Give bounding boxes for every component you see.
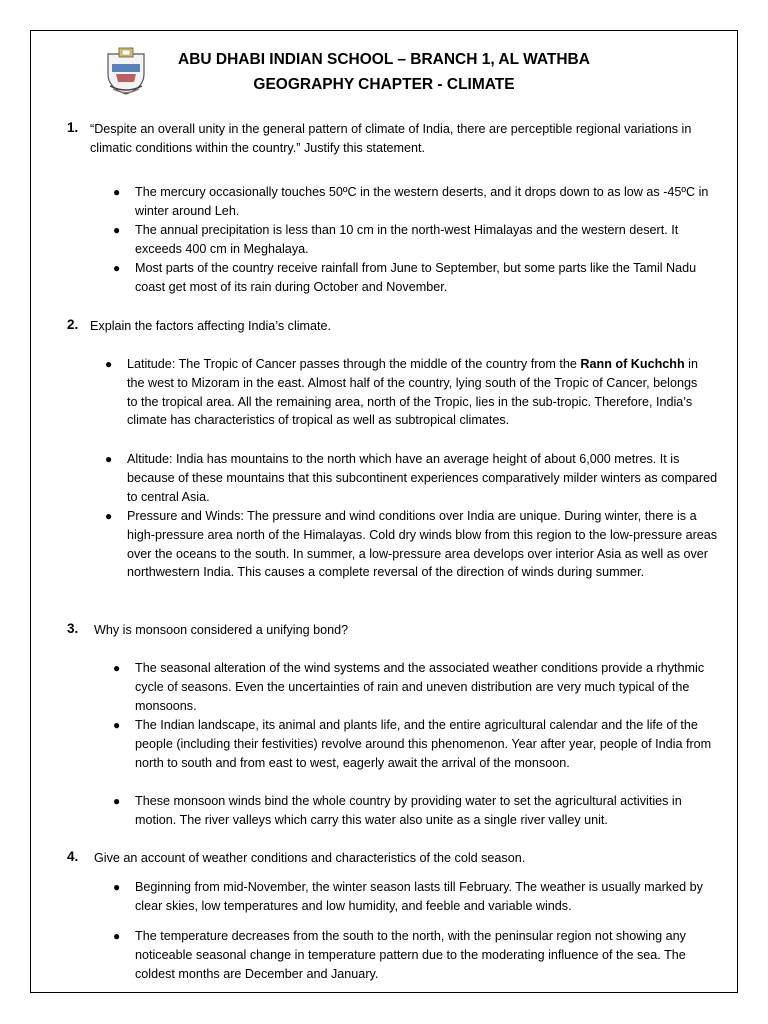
highlight-text: Rann of Kuchchh xyxy=(580,357,685,371)
bullet-icon: ● xyxy=(105,452,113,466)
answer-bullet: The mercury occasionally touches 50ºC in the western deserts, and it drops down to as low as -45ºC in winter around Leh. xyxy=(135,185,709,218)
answer-bullet: Most parts of the country receive rainfall from June to September, but some parts like the Tamil Nadu coast get most of its rain during October and November. xyxy=(135,261,697,294)
question-text: Why is monsoon considered a unifying bond? xyxy=(94,623,349,637)
answer-bullet xyxy=(127,355,707,430)
answer-bullet: The Indian landscape, its animal and plants life, and the entire agricultural calendar and the life of the people (including their festivities) revolve around this phenomenon. Year after year, people of India from north to south and from east to west, eagerly await the arrival of the monsoon. xyxy=(135,718,712,770)
answer-bullet: The seasonal alteration of the wind systems and the associated weather conditions provide a rhythmic cycle of seasons. Even the uncertainties of rain and uneven distribution are very much typical of the monsoons. xyxy=(135,661,705,713)
question-number: 1. xyxy=(67,120,79,135)
question-number: 4. xyxy=(67,849,79,864)
answer-bullet: Pressure and Winds: The pressure and wind conditions over India are unique. During winter, there is a high-pressure area north of the Himalayas. Cold dry winds blow from this region to the low-pressure areas over the oceans to the south. In summer, a low-pressure area develops over interior Asia as well as over northwestern India. This causes a complete reversal of the direction of winds during summer. xyxy=(127,509,718,580)
school-crest-logo xyxy=(104,46,148,96)
bullet-icon: ● xyxy=(113,929,121,943)
question-number: 3. xyxy=(67,621,79,636)
bullet-icon: ● xyxy=(113,794,121,808)
bullet-text: Latitude: The Tropic of Cancer passes through the middle of the country from the xyxy=(127,357,581,371)
question-text: Explain the factors affecting India’s climate. xyxy=(90,319,332,333)
answer-bullet: The temperature decreases from the south to the north, with the peninsular region not showing any noticeable seasonal change in temperature pattern due to the moderating influence of the sea. The coldest months are December and January. xyxy=(135,929,686,981)
school-title: ABU DHABI INDIAN SCHOOL – BRANCH 1, AL WATHBA xyxy=(178,51,590,68)
answer-bullet: Altitude: India has mountains to the north which have an average height of about 6,000 metres. It is because of these mountains that this subcontinent experiences comparatively milder winters as compared to central Asia. xyxy=(127,452,718,504)
bullet-icon: ● xyxy=(113,223,121,237)
bullet-icon: ● xyxy=(113,880,121,894)
question-text: “Despite an overall unity in the general pattern of climate of India, there are perceptible regional variations in climatic conditions within the country.” Justify this statement. xyxy=(90,122,692,155)
bullet-icon: ● xyxy=(113,185,121,199)
question-text: Give an account of weather conditions and characteristics of the cold season. xyxy=(94,851,526,865)
question-number: 2. xyxy=(67,317,79,332)
bullet-text: in the west to Mizoram in the east. Almost half of the country, lying south of the Tropic of Cancer, belongs to the tropical area. All the remaining area, north of the Tropic, lies in the sub-tropic. Therefore, India’s climate has characteristics of tropical as well as subtropical climates. xyxy=(127,357,698,428)
bullet-icon: ● xyxy=(105,357,113,371)
chapter-title: GEOGRAPHY CHAPTER - CLIMATE xyxy=(253,76,515,93)
answer-bullet: Beginning from mid-November, the winter season lasts till February. The weather is usually marked by clear skies, low temperatures and low humidity, and feeble and variable winds. xyxy=(135,880,703,913)
answer-bullet: The annual precipitation is less than 10 cm in the north-west Himalayas and the western desert. It exceeds 400 cm in Meghalaya. xyxy=(135,223,679,256)
answer-bullet: These monsoon winds bind the whole country by providing water to set the agricultural activities in motion. The river valleys which carry this water also unite as a single river valley unit. xyxy=(135,794,682,827)
bullet-icon: ● xyxy=(105,509,113,523)
bullet-icon: ● xyxy=(113,718,121,732)
bullet-icon: ● xyxy=(113,661,121,675)
bullet-icon: ● xyxy=(113,261,121,275)
